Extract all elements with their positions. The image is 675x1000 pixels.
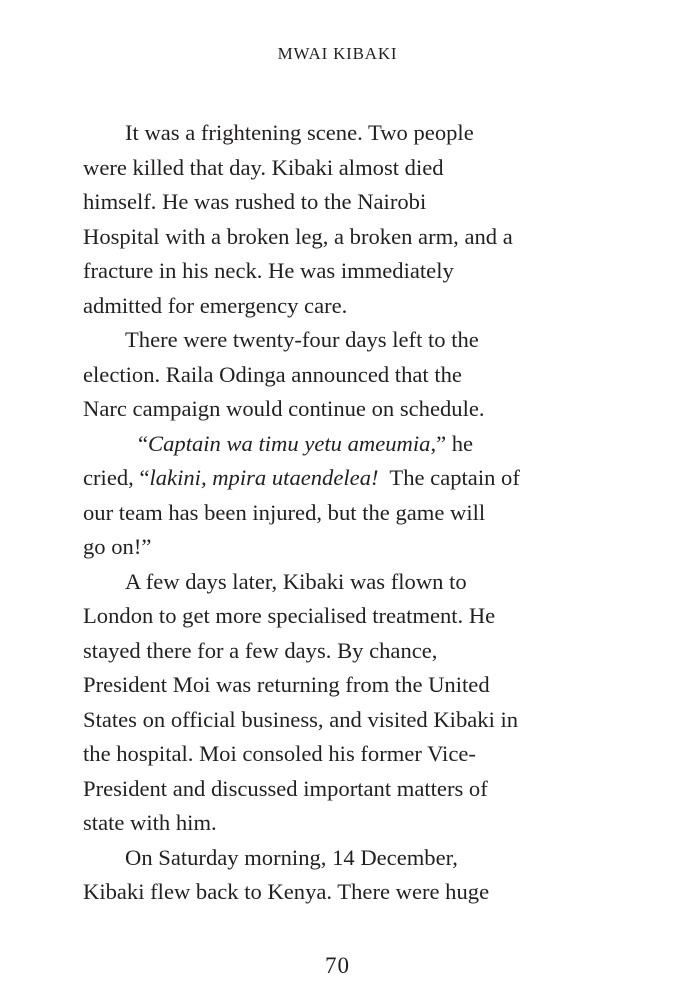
text-line: fracture in his neck. He was immediately: [83, 258, 454, 283]
text-line: Hospital with a broken leg, a broken arm, and a: [83, 223, 513, 249]
quote-lead: cried, “: [83, 465, 150, 490]
text-line: [83, 461, 613, 496]
text-line: election. Raila Odinga announced that the: [83, 361, 462, 387]
page-number: 70: [325, 953, 350, 978]
swahili-quote: lakini, mpira utaendelea!: [149, 465, 379, 490]
text-line: go on!”: [83, 534, 152, 559]
text-line: state with him.: [83, 810, 217, 835]
text-line: our team has been injured, but the game will: [83, 499, 486, 525]
text-line: Narc campaign would continue on schedule.: [83, 396, 485, 421]
text-line: There were twenty-four days left to the: [125, 327, 479, 352]
quote-tail: ,” he: [430, 430, 474, 456]
text-line: President Moi was returning from the United: [83, 672, 490, 697]
text-line: London to get more specialised treatment. He: [83, 603, 496, 628]
text-line: Kibaki flew back to Kenya. There were huge: [83, 879, 490, 904]
text-line: the hospital. Moi consoled his former Vice-: [83, 741, 476, 766]
paragraph: [83, 323, 613, 427]
text-line: admitted for emergency care.: [83, 292, 348, 318]
body-text: [83, 116, 613, 910]
text-line: [83, 427, 613, 462]
running-head: MWAI KIBAKI: [277, 44, 398, 63]
text-line: States on official business, and visited Kibaki in: [83, 706, 519, 732]
paragraph-quote: [83, 427, 613, 565]
paragraph: [83, 116, 613, 323]
text-line: stayed there for a few days. By chance,: [83, 637, 438, 663]
text-line: A few days later, Kibaki was flown to: [125, 568, 467, 594]
open-quote: “: [138, 430, 149, 456]
text-line: President and discussed important matters of: [83, 775, 488, 801]
swahili-quote: Captain wa timu yetu ameumia: [148, 430, 431, 456]
paragraph: [83, 841, 613, 910]
text-line: On Saturday morning, 14 December,: [125, 844, 458, 870]
paragraph: [83, 565, 613, 841]
quote-tail: The captain of: [378, 465, 520, 490]
text-line: It was a frightening scene. Two people: [125, 120, 474, 145]
text-line: were killed that day. Kibaki almost died: [83, 154, 444, 180]
text-line: himself. He was rushed to the Nairobi: [83, 189, 427, 214]
